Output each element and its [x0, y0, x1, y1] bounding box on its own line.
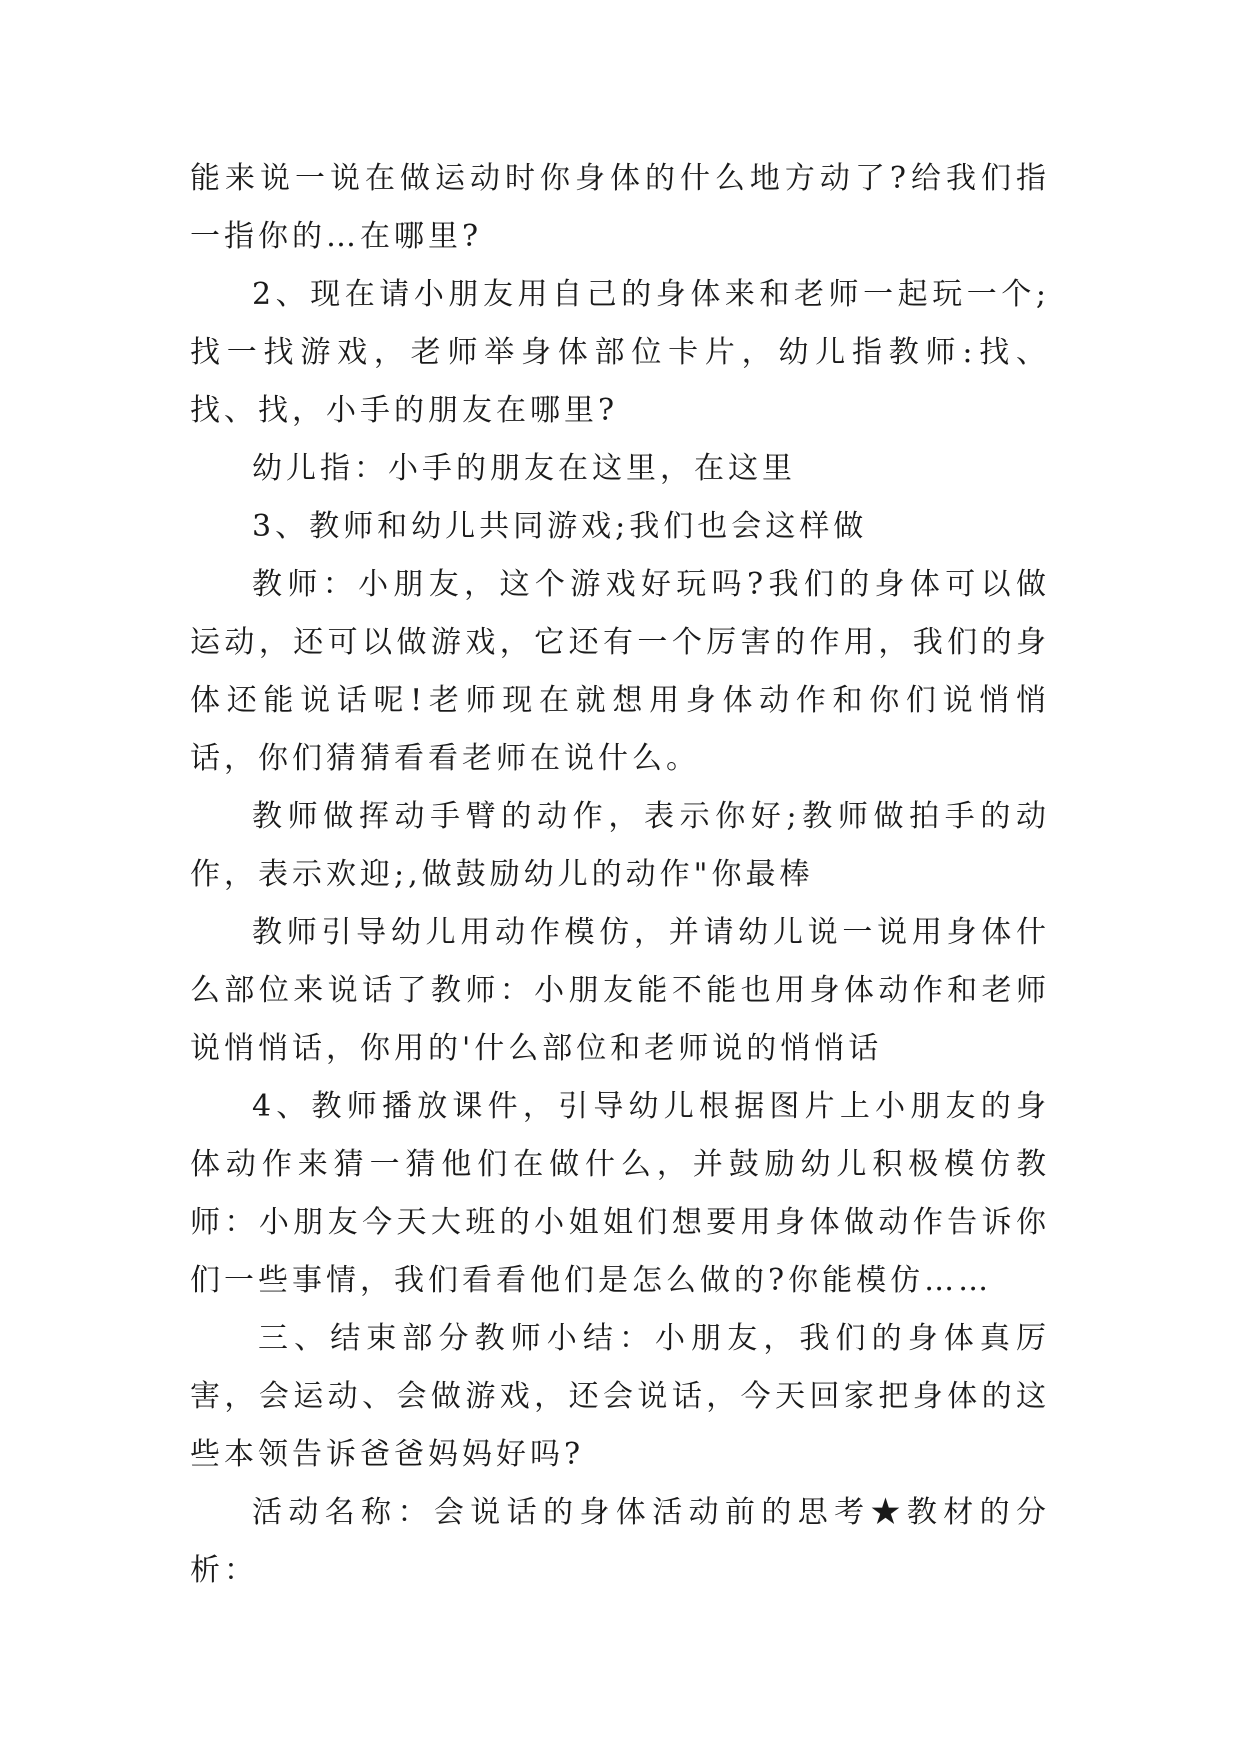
paragraph-4: 3、教师和幼儿共同游戏;我们也会这样做	[252, 509, 868, 544]
paragraph-7: 教师引导幼儿用动作模仿，并请幼儿说一说用身体什么部位来说话了教师：小朋友能不能也用身体动作和老师说悄悄话，你用的'什么部位和老师说的悄悄话	[190, 915, 1050, 1066]
paragraph-9: 三、结束部分教师小结：小朋友，我们的身体真厉害，会运动、会做游戏，还会说话，今天回家把身体的这些本领告诉爸爸妈妈好吗?	[190, 1321, 1050, 1472]
paragraph-6: 教师做挥动手臂的动作，表示你好;教师做拍手的动作，表示欢迎;,做鼓励幼儿的动作"你最棒	[190, 799, 1050, 892]
paragraph-2: 2、现在请小朋友用自己的身体来和老师一起玩一个;找一找游戏，老师举身体部位卡片，幼儿指教师:找、找、找，小手的朋友在哪里?	[190, 277, 1050, 428]
paragraph-5: 教师：小朋友，这个游戏好玩吗?我们的身体可以做运动，还可以做游戏，它还有一个厉害的作用，我们的身体还能说话呢!老师现在就想用身体动作和你们说悄悄话，你们猜猜看看老师在说什么。	[190, 567, 1050, 776]
paragraph-1: 能来说一说在做运动时你身体的什么地方动了?给我们指一指你的…在哪里?	[190, 161, 1050, 254]
paragraph-8: 4、教师播放课件，引导幼儿根据图片上小朋友的身体动作来猜一猜他们在做什么，并鼓励幼儿积极模仿教师：小朋友今天大班的小姐姐们想要用身体做动作告诉你们一些事情，我们看看他们是怎么做的?你能模仿……	[190, 1089, 1050, 1298]
document-body	[190, 150, 1050, 1600]
paragraph-10: 活动名称：会说话的身体活动前的思考★教材的分析：	[190, 1495, 1050, 1588]
paragraph-3: 幼儿指：小手的朋友在这里，在这里	[252, 451, 796, 486]
